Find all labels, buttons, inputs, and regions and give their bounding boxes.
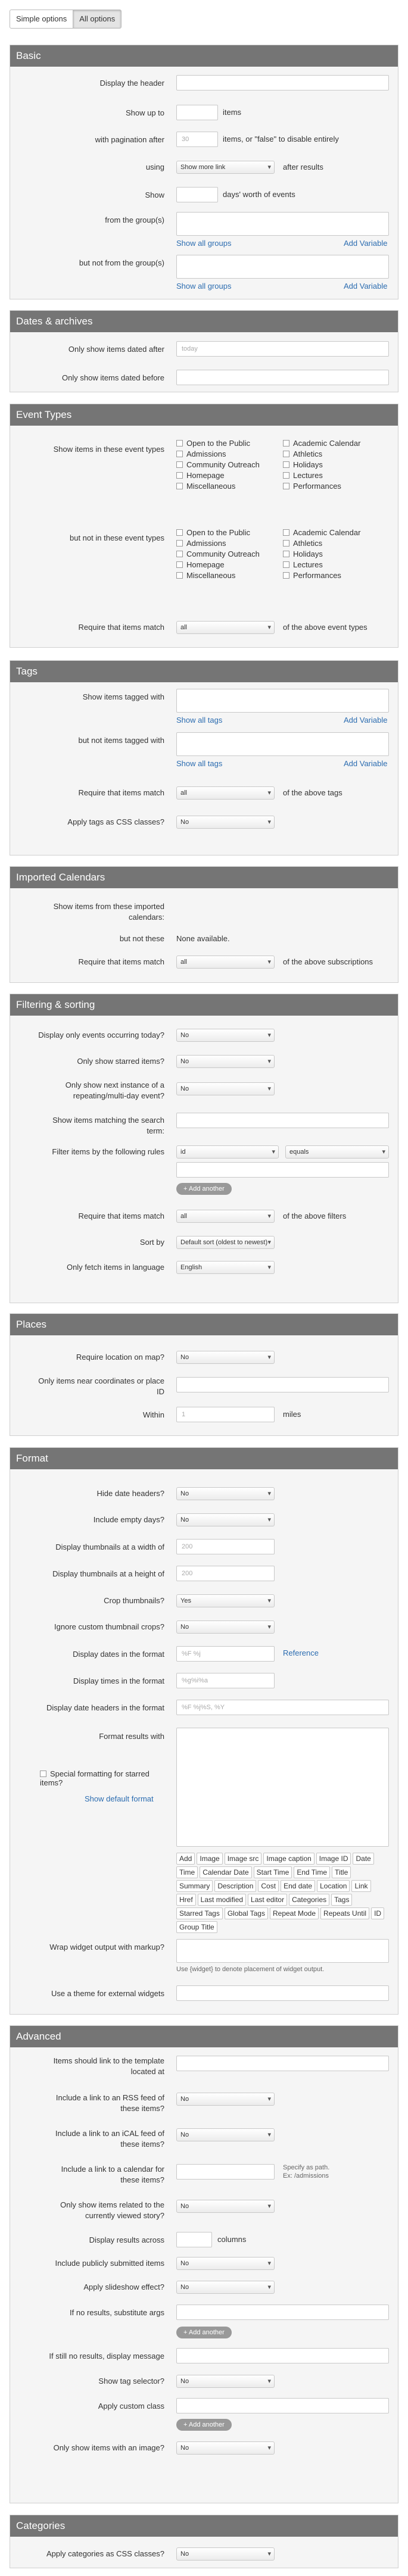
custom-class-input[interactable] [176,2398,389,2413]
checkbox-icon [176,451,183,457]
format-tag-button[interactable]: Image ID [316,1853,351,1865]
checkbox-icon [176,529,183,536]
require-filters-select[interactable]: all ▾ [176,1210,275,1223]
across-input[interactable] [176,2232,212,2247]
event-type-checkbox[interactable] [283,471,323,480]
format-tag-button[interactable]: Location [317,1880,350,1892]
event-type-label: Academic Calendar [293,439,361,448]
miles-label: miles [283,1410,301,1419]
times-format-label: Display times in the format [73,1676,164,1685]
exclude-event-type-checkbox[interactable] [283,549,323,558]
section-advanced [10,2025,398,2503]
using-label: using [145,163,164,171]
empty-days-select[interactable]: No ▾ [176,1513,275,1526]
pagination-input[interactable]: 30 [176,132,218,147]
no-results-input[interactable] [176,2305,389,2320]
require-event-types-select[interactable]: all ▾ [176,621,275,634]
require-tags-after: of the above tags [283,788,342,797]
show-all-groups-link-2[interactable]: Show all groups [176,282,232,291]
not-event-types-label: but not in these event types [70,533,164,542]
require-location-label: Require location on map? [76,1353,164,1362]
section-title: Advanced [10,2026,398,2047]
format-tag-button[interactable]: Last modified [198,1894,246,1906]
imported-from-label: Show items from these imported calendars: [53,902,164,922]
section-title: Tags [10,661,398,682]
checkbox-icon [176,461,183,468]
format-tag-button[interactable]: Image src [225,1853,262,1865]
using-select[interactable]: Show more link ▾ [176,161,275,174]
section-title: Event Types [10,404,398,426]
not-groups-label: but not from the group(s) [79,258,164,267]
add-filter-button[interactable]: + Add another [176,1183,232,1195]
checkbox-icon [283,540,289,547]
checkbox-icon [176,572,183,579]
special-formatting-checkbox[interactable] [40,1769,165,1787]
exclude-event-type-checkbox[interactable] [176,528,250,537]
calendar-note-1: Specify as path. [283,2164,330,2171]
format-tag-button[interactable]: Add [176,1853,195,1865]
format-tag-button[interactable]: Group Title [176,1921,217,1933]
link-template-input[interactable] [176,2056,389,2071]
hide-headers-select[interactable]: No ▾ [176,1487,275,1500]
options-tabs [0,0,408,31]
header-format-input[interactable]: %F %j%S, %Y [176,1700,389,1715]
starred-select[interactable]: No ▾ [176,1055,275,1068]
section-title: Categories [10,2515,398,2537]
categories-css-select[interactable]: No ▾ [176,2547,275,2561]
format-tag-button[interactable]: Image caption [263,1853,314,1865]
show-days-input[interactable] [176,187,218,202]
format-tag-button[interactable]: Starred Tags [176,1907,223,1919]
format-tag-button[interactable]: Date [353,1853,373,1865]
event-type-label: Lectures [293,560,323,569]
require-subs-select[interactable]: all ▾ [176,956,275,969]
reference-link[interactable]: Reference [283,1648,319,1657]
show-all-groups-link[interactable]: Show all groups [176,239,232,248]
add-class-button[interactable]: + Add another [176,2419,232,2431]
related-label: Only show items related to the currently viewed story? [60,2200,164,2220]
public-label: Include publicly submitted items [55,2259,164,2268]
add-variable-link-tags-2[interactable]: Add Variable [344,759,388,768]
calendar-note-2: Ex: /admissions [283,2172,329,2180]
event-type-label: Athletics [293,449,323,458]
display-header-input[interactable] [176,75,389,90]
event-type-label: Holidays [293,549,323,558]
wrap-note: Use {widget} to denote placement of widget output. [176,1966,325,1973]
format-tag-button[interactable]: Repeats Until [320,1907,369,1919]
image-only-label: Only show items with an image? [53,2443,164,2452]
format-tag-button[interactable]: Title [332,1866,351,1878]
format-tag-button[interactable]: End Time [294,1866,330,1878]
filter-value-input[interactable] [176,1162,389,1178]
ical-select[interactable]: No ▾ [176,2128,275,2141]
show-all-tags-link[interactable]: Show all tags [176,716,223,725]
checkbox-icon [176,440,183,446]
crop-select[interactable]: Yes ▾ [176,1594,275,1607]
section-format [10,1447,398,2015]
event-type-label: Academic Calendar [293,528,361,537]
dated-before-label: Only show items dated before [62,373,164,382]
show-event-types-label: Show items in these event types [53,445,164,454]
format-tag-button[interactable]: Start Time [254,1866,292,1878]
exclude-event-type-checkbox[interactable] [283,560,323,569]
require-filters-after: of the above filters [283,1211,347,1220]
require-tags-label: Require that items match [78,788,164,797]
format-tag-button[interactable]: Href [176,1894,196,1906]
times-format-input[interactable]: %g%i%a [176,1673,275,1688]
exclude-event-type-checkbox[interactable] [283,571,341,580]
after-results-label: after results [283,163,323,171]
section-places [10,1313,398,1436]
search-term-label: Show items matching the search term: [52,1116,164,1135]
hide-headers-label: Hide date headers? [96,1489,164,1498]
show-days-label: Show [145,191,164,199]
checkbox-icon [283,561,289,568]
next-instance-select[interactable]: No ▾ [176,1082,275,1095]
crop-label: Crop thumbnails? [104,1596,164,1605]
not-tagged-label: but not items tagged with [78,736,164,745]
event-type-checkbox[interactable] [283,449,322,458]
language-label: Only fetch items in language [66,1263,164,1272]
calendar-link-input[interactable] [176,2164,275,2180]
show-default-format-link[interactable]: Show default format [85,1794,154,1803]
add-variable-link-tags[interactable]: Add Variable [344,716,388,725]
empty-days-label: Include empty days? [93,1515,164,1524]
event-type-label: Miscellaneous [186,482,236,491]
tab-all-options[interactable]: All options [73,10,122,29]
section-event-types [10,404,398,648]
event-type-label: Open to the Public [186,439,250,448]
format-tag-button[interactable]: Link [351,1880,370,1892]
event-type-checkbox[interactable] [176,482,235,491]
checkbox-icon [283,572,289,579]
show-up-to-input[interactable] [176,105,218,120]
imported-not-label: but not these [119,934,164,943]
add-variable-link[interactable]: Add Variable [344,239,388,248]
tagged-with-label: Show items tagged with [82,692,164,701]
no-results-label: If no results, substitute args [70,2308,164,2317]
checkbox-icon [283,451,289,457]
event-type-label: Admissions [186,539,226,548]
event-type-checkbox[interactable] [283,439,360,448]
format-tag-button[interactable]: Tags [331,1894,352,1906]
section-title: Dates & archives [10,311,398,332]
dates-format-label: Display dates in the format [73,1650,164,1659]
today-select[interactable]: No ▾ [176,1029,275,1042]
next-instance-label: Only show next instance of a repeating/multi-day event? [65,1081,164,1100]
starred-label: Only show starred items? [77,1057,164,1066]
format-tag-palette [176,1853,389,1935]
section-basic [10,45,398,299]
checkbox-icon [283,483,289,489]
tags-css-select[interactable]: No ▾ [176,816,275,829]
from-groups-label: from the group(s) [105,216,164,224]
ignore-crop-select[interactable]: No ▾ [176,1620,275,1634]
format-tag-button[interactable]: Categories [289,1894,329,1906]
format-tag-button[interactable]: Time [176,1866,198,1878]
still-no-label: If still no results, display message [49,2352,164,2360]
slideshow-label: Apply slideshow effect? [83,2283,164,2291]
thumb-height-label: Display thumbnails at a height of [52,1569,164,1578]
require-tags-select[interactable]: all ▾ [176,786,275,800]
event-type-label: Athletics [293,539,323,548]
format-tag-button[interactable]: Description [214,1880,256,1892]
checkbox-icon [176,561,183,568]
checkbox-icon [176,483,183,489]
format-tag-button[interactable]: Image [197,1853,222,1865]
pagination-after-label: items, or "false" to disable entirely [223,135,339,143]
event-type-label: Open to the Public [186,528,250,537]
exclude-event-type-checkbox[interactable] [176,571,235,580]
format-tag-button[interactable]: Cost [258,1880,279,1892]
search-term-input[interactable] [176,1113,389,1128]
event-type-label: Homepage [186,560,225,569]
today-label: Display only events occurring today? [38,1031,164,1039]
event-type-label: Miscellaneous [186,571,236,580]
from-groups-input[interactable] [176,212,389,236]
show-up-to-label: Show up to [125,108,164,117]
checkbox-icon [283,472,289,479]
days-worth-label: days' worth of events [223,190,295,199]
not-tagged-input[interactable] [176,732,389,756]
show-all-tags-link-2[interactable]: Show all tags [176,759,223,768]
pagination-label: with pagination after [95,135,164,144]
dated-before-input[interactable] [176,370,389,385]
checkbox-icon [176,472,183,479]
tagged-with-input[interactable] [176,689,389,713]
slideshow-select[interactable]: No ▾ [176,2281,275,2294]
format-tag-button[interactable]: Summary [176,1880,213,1892]
results-with-label: Format results with [99,1732,164,1741]
require-filters-label: Require that items match [78,1211,164,1220]
items-label: items [223,108,242,117]
across-label: Display results across [89,2235,164,2244]
within-input[interactable]: 1 [176,1407,275,1422]
format-tag-button[interactable]: Calendar Date [200,1866,251,1878]
header-format-label: Display date headers in the format [46,1703,164,1712]
require-subs-after: of the above subscriptions [283,957,373,966]
dated-after-input[interactable]: today [176,341,389,357]
thumb-width-input[interactable]: 200 [176,1539,275,1554]
custom-class-label: Apply custom class [98,2402,164,2410]
section-categories [10,2515,398,2568]
thumb-width-label: Display thumbnails at a width of [55,1543,164,1551]
checkbox-icon [283,529,289,536]
checkbox-icon [176,551,183,557]
require-location-select[interactable]: No ▾ [176,1351,275,1364]
event-type-label: Admissions [186,449,226,458]
results-format-textarea[interactable] [176,1728,389,1847]
exclude-event-type-checkbox[interactable] [176,560,225,569]
exclude-event-type-checkbox[interactable] [176,549,260,558]
ignore-crop-label: Ignore custom thumbnail crops? [54,1622,164,1631]
section-tags [10,660,398,855]
categories-css-label: Apply categories as CSS classes? [46,2549,164,2558]
section-title: Basic [10,45,398,67]
near-input[interactable] [176,1377,389,1392]
section-title: Format [10,1448,398,1469]
checkbox-icon [283,440,289,446]
section-title: Filtering & sorting [10,994,398,1016]
event-type-checkbox[interactable] [283,460,323,469]
rss-label: Include a link to an RSS feed of these items? [55,2093,164,2113]
filter-operator-select[interactable]: equals ▾ [285,1145,389,1159]
event-type-label: Community Outreach [186,460,260,469]
imported-none: None available. [176,934,230,943]
tag-selector-select[interactable]: No ▾ [176,2375,275,2388]
theme-label: Use a theme for external widgets [51,1989,164,1998]
sort-label: Sort by [139,1238,164,1247]
link-template-label: Items should link to the template located at [53,2056,164,2076]
tab-simple-options[interactable]: Simple options [10,10,73,29]
filter-field-select[interactable]: id ▾ [176,1145,279,1159]
exclude-event-type-checkbox[interactable] [283,528,360,537]
calendar-link-label: Include a link to a calendar for these items? [61,2165,164,2184]
wrap-input[interactable] [176,1939,389,1963]
event-type-label: Community Outreach [186,549,260,558]
section-dates [10,310,398,392]
section-title: Imported Calendars [10,867,398,888]
event-type-checkbox[interactable] [176,460,260,469]
checkbox-icon [176,540,183,547]
tag-selector-label: Show tag selector? [98,2377,164,2385]
format-tag-button[interactable]: ID [371,1907,384,1919]
display-header-label: Display the header [99,79,164,88]
event-type-label: Performances [293,571,341,580]
wrap-label: Wrap widget output with markup? [49,1943,164,1951]
event-type-checkbox[interactable] [176,471,225,480]
add-variable-link-2[interactable]: Add Variable [344,282,388,291]
require-subs-label: Require that items match [78,957,164,966]
event-type-checkbox[interactable] [176,439,250,448]
dated-after-label: Only show items dated after [68,345,164,354]
checkbox-icon [283,551,289,557]
exclude-event-type-checkbox[interactable] [283,539,322,548]
require-event-types-after: of the above event types [283,623,367,632]
public-select[interactable]: No ▾ [176,2257,275,2270]
exclude-event-type-checkbox[interactable] [176,539,226,548]
ical-label: Include a link to an iCAL feed of these items? [55,2129,164,2149]
event-type-label: Holidays [293,460,323,469]
thumb-height-input[interactable]: 200 [176,1566,275,1581]
format-tag-button[interactable]: Repeat Mode [270,1907,319,1919]
not-groups-input[interactable] [176,255,389,279]
tags-css-label: Apply tags as CSS classes? [67,817,164,826]
event-type-label: Lectures [293,471,323,480]
event-type-checkbox[interactable] [176,449,226,458]
language-select[interactable]: English ▾ [176,1261,275,1274]
event-type-label: Performances [293,482,341,491]
dates-format-input[interactable]: %F %j [176,1646,275,1662]
within-label: Within [142,1410,164,1419]
format-tag-button[interactable]: Last editor [248,1894,287,1906]
near-label: Only items near coordinates or place ID [38,1376,164,1396]
special-formatting-label: Special formatting for starred items? [40,1769,150,1787]
columns-label: columns [217,2235,247,2244]
section-title: Places [10,1314,398,1335]
format-tag-button[interactable]: Global Tags [225,1907,268,1919]
add-args-button[interactable]: + Add another [176,2327,232,2338]
checkbox-icon [40,1771,46,1777]
section-imported [10,866,398,983]
format-tag-button[interactable]: End date [281,1880,315,1892]
require-event-types-label: Require that items match [78,623,164,632]
event-type-label: Homepage [186,471,225,480]
filter-rules-label: Filter items by the following rules [52,1147,164,1156]
section-filtering [10,994,398,1303]
sort-select[interactable]: Default sort (oldest to newest) ▾ [176,1236,275,1249]
event-type-checkbox[interactable] [283,482,341,491]
image-only-select[interactable]: No ▾ [176,2441,275,2455]
still-no-input[interactable] [176,2348,389,2363]
related-select[interactable]: No ▾ [176,2200,275,2213]
rss-select[interactable]: No ▾ [176,2093,275,2106]
theme-input[interactable] [176,1985,389,2001]
checkbox-icon [283,461,289,468]
